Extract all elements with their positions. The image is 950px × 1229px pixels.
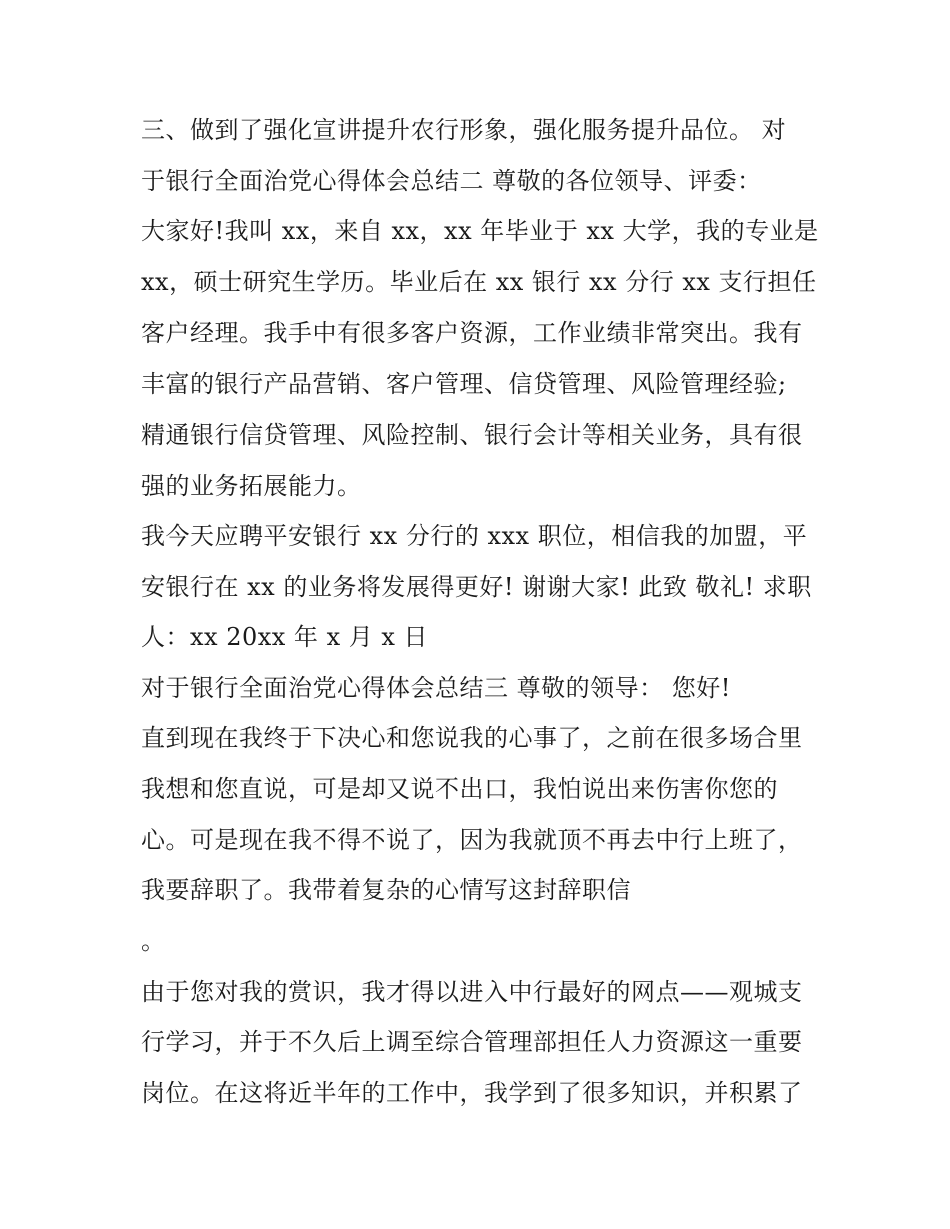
text-line: 客户经理。我手中有很多客户资源，工作业绩非常突出。我有 xyxy=(141,319,803,347)
text-line: 精通银行信贷管理、风险控制、银行会计等相关业务，具有很 xyxy=(141,421,803,449)
text-line: 对于银行全面治党心得体会总结三 尊敬的领导： 您好! xyxy=(141,674,731,702)
text-line: 直到现在我终于下决心和您说我的心事了，之前在很多场合里 xyxy=(141,724,803,752)
text-line: 强的业务拓展能力。 xyxy=(141,472,362,500)
text-line: 于银行全面治党心得体会总结二 尊敬的各位领导、评委： xyxy=(141,167,762,195)
text-line: 我想和您直说，可是却又说不出口，我怕说出来伤害你您的 xyxy=(141,775,778,803)
text-line: 岗位。在这将近半年的工作中，我学到了很多知识，并积累了 xyxy=(141,1079,803,1107)
text-line: 丰富的银行产品营销、客户管理、信贷管理、风险管理经验; xyxy=(141,370,787,398)
text-line: 人：xx 20xx 年 x 月 x 日 xyxy=(141,623,429,651)
text-line: 大家好!我叫 xx，来自 xx，xx 年毕业于 xx 大学，我的专业是 xyxy=(141,217,819,245)
text-line: 。 xyxy=(141,927,166,955)
text-line: 三、做到了强化宣讲提升农行形象，强化服务提升品位。 对 xyxy=(141,116,787,144)
text-line: 由于您对我的赏识，我才得以进入中行最好的网点——观城支 xyxy=(141,978,803,1006)
text-line: 我今天应聘平安银行 xx 分行的 xxx 职位，相信我的加盟，平 xyxy=(141,522,808,550)
text-line: 安银行在 xx 的业务将发展得更好! 谢谢大家! 此致 敬礼! 求职 xyxy=(141,573,812,601)
text-line: 行学习，并于不久后上调至综合管理部担任人力资源这一重要 xyxy=(141,1028,803,1056)
text-line: 心。可是现在我不得不说了，因为我就顶不再去中行上班了， xyxy=(141,826,803,854)
text-line: xx，硕士研究生学历。毕业后在 xx 银行 xx 分行 xx 支行担任 xyxy=(141,268,817,296)
text-line: 我要辞职了。我带着复杂的心情写这封辞职信 xyxy=(141,876,631,904)
